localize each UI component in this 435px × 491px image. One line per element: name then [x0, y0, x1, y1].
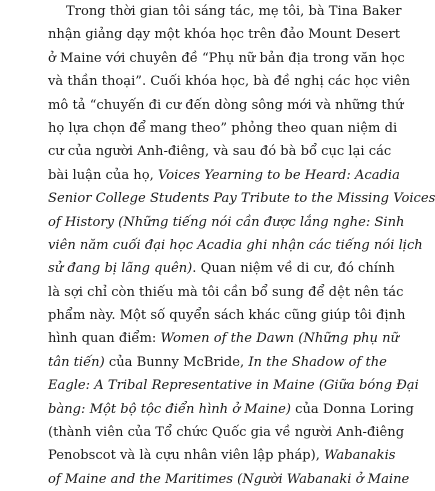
text-segment: . Quan niệm về di cư, đó chính	[192, 261, 395, 277]
text-segment: cư của người Anh-điêng, và sau đó bà bổ cục lại các	[48, 144, 392, 160]
book-title: bàng: Một bộ tộc điển hình ở Maine)	[48, 401, 291, 417]
text-line	[48, 257, 398, 280]
text-segment: mô tả “chuyến đi cư đến dòng sông mới và những thứ	[48, 97, 404, 113]
text-line	[48, 234, 423, 257]
text-line	[48, 117, 398, 140]
text-segment: nhận giảng dạy một khóa học trên đảo Mount Desert	[48, 27, 401, 43]
book-title: In the Shadow of the	[248, 354, 387, 370]
text-segment: họ lựa chọn để mang theo” phỏng theo quan niệm di	[48, 120, 398, 136]
book-title: of Maine and the Maritimes (Người Wabanaki ở Maine	[48, 471, 410, 487]
text-line	[48, 164, 398, 187]
text-segment: của Bunny McBride,	[104, 354, 249, 370]
book-title: Senior College Students Pay Tribute to the Missing Voices	[48, 191, 435, 207]
body-paragraph	[48, 0, 435, 491]
book-title: Voices Yearning to be Heard: Acadia	[157, 167, 400, 183]
text-segment: bài luận của họ,	[48, 167, 158, 183]
text-segment: Trong thời gian tôi sáng tác, mẹ tôi, bà Tina Baker	[66, 4, 402, 19]
text-segment: là sợi chỉ còn thiếu mà tôi cần bổ sung để dệt nên tác	[48, 284, 404, 300]
text-line	[48, 211, 405, 234]
text-line	[48, 70, 411, 93]
book-title: tân tiến)	[48, 354, 105, 370]
book-title: viên năm cuối đại học Acadia ghi nhận các tiếng nói lịch	[48, 237, 423, 253]
text-segment: hình quan điểm:	[48, 331, 161, 347]
text-segment: của Donna Loring	[290, 401, 414, 417]
text-line	[48, 374, 419, 397]
text-line	[48, 94, 404, 117]
text-line	[48, 421, 405, 444]
book-title: of History (Những tiếng nói cần được lắng nghe: Sinh	[48, 214, 405, 230]
text-line	[48, 187, 435, 210]
text-line	[48, 0, 402, 23]
text-segment: Penobscot và là cựu nhân viên lập pháp),	[48, 448, 325, 464]
text-line	[48, 444, 398, 467]
text-line	[48, 398, 414, 421]
text-line	[48, 327, 398, 350]
text-line	[48, 281, 404, 304]
book-title: Wabanakis	[324, 448, 396, 464]
text-line	[48, 304, 406, 327]
text-segment: (thành viên của Tổ chức Quốc gia về người Anh-điêng	[48, 425, 405, 441]
book-title: Eagle: A Tribal Representative in Maine (Giữa bóng Đại	[48, 378, 419, 394]
text-line	[48, 468, 410, 491]
text-segment: phẩm này. Một số quyển sách khác cũng giúp tôi định	[48, 308, 406, 324]
text-line	[48, 351, 398, 374]
text-line	[48, 23, 401, 46]
text-line	[48, 47, 405, 70]
book-title: Women of the Dawn (Những phụ nữ	[160, 331, 399, 347]
book-title: sử đang bị lãng quên)	[48, 261, 193, 277]
text-segment: và thần thoại”. Cuối khóa học, bà đề nghị các học viên	[48, 74, 411, 90]
text-line	[48, 140, 398, 163]
text-segment: ở Maine với chuyên đề “Phụ nữ bản địa trong văn học	[48, 50, 405, 66]
